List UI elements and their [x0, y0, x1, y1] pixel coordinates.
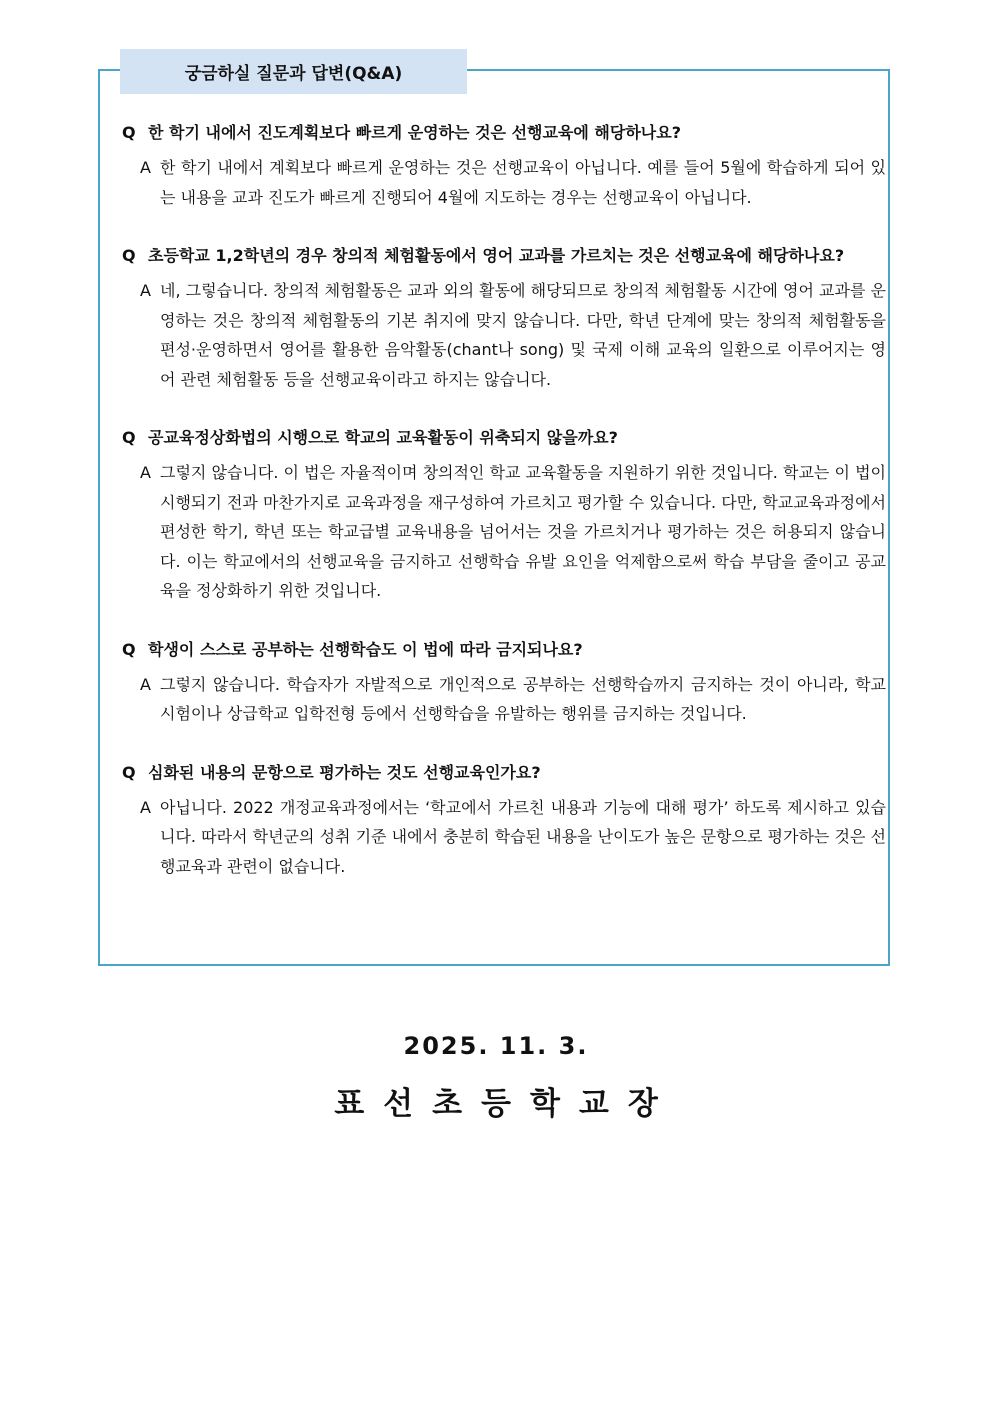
answer: [122, 793, 886, 882]
answer: [122, 458, 886, 606]
answer-mark: A: [140, 463, 151, 482]
qa-item: [122, 758, 886, 882]
question-mark: Q: [122, 639, 136, 659]
question-mark: Q: [122, 246, 136, 265]
answer-mark: A: [140, 674, 151, 694]
document-date: 2025. 11. 3.: [403, 1032, 589, 1060]
question: [122, 241, 886, 270]
question: [122, 635, 886, 664]
answer-text: 그렇지 않습니다. 이 법은 자율적이며 창의적인 학교 교육활동을 지원하기 위한 것입니다. 학교는 이 법이 시행되기 전과 마찬가지로 교육과정을 재구성하여 가르치고 평가할 수 있습니다. 다만, 학교교육과정에서 편성한 학기, 학년 또는 학교급별 교육내용을 넘어서는 것을 가르치거나 평가하는 것은 허용되지 않습니다. 이는 학교에서의 선행교육을 금지하고 선행학습 유발 요인을 억제함으로써 학습 부담을 줄이고 공교육을 정상화하기 위한 것입니다.: [160, 463, 886, 600]
answer-mark: A: [140, 281, 151, 300]
answer: [122, 670, 886, 729]
question-text: 공교육정상화법의 시행으로 학교의 교육활동이 위축되지 않을까요?: [148, 428, 618, 447]
question-text: 초등학교 1,2학년의 경우 창의적 체험활동에서 영어 교과를 가르치는 것은 선행교육에 해당하나요?: [148, 246, 845, 265]
answer-text: 그렇지 않습니다. 학습자가 자발적으로 개인적으로 공부하는 선행학습까지 금지하는 것이 아니라, 학교 시험이나 상급학교 입학전형 등에서 선행학습을 유발하는 행위를 금지하는 것입니다.: [160, 674, 886, 723]
answer: [122, 276, 886, 394]
signer-title: 표선초등학교장: [334, 1086, 677, 1122]
question: [122, 423, 886, 452]
qa-item: [122, 423, 886, 606]
qa-list: [122, 118, 886, 881]
question-text: 한 학기 내에서 진도계획보다 빠르게 운영하는 것은 선행교육에 해당하나요?: [148, 123, 681, 142]
question: [122, 118, 886, 147]
question-mark: Q: [122, 428, 136, 447]
question-mark: Q: [122, 123, 136, 142]
answer-text: 아닙니다. 2022 개정교육과정에서는 ‘학교에서 가르친 내용과 기능에 대해 평가’ 하도록 제시하고 있습니다. 따라서 학년군의 성취 기준 내에서 충분히 학습된 내용을 난이도가 높은 문항으로 평가하는 것은 선행교육과 관련이 없습니다.: [160, 797, 886, 876]
answer-text: 네, 그렇습니다. 창의적 체험활동은 교과 외의 활동에 해당되므로 창의적 체험활동 시간에 영어 교과를 운영하는 것은 창의적 체험활동의 기본 취지에 맞지 않습니다. 다만, 학년 단계에 맞는 창의적 체험활동을 편성·운영하면서 영어를 활용한 음악활동(chant나 song) 및 국제 이해 교육의 일환으로 이루어지는 영어 관련 체험활동 등을 선행교육이라고 하지는 않습니다.: [160, 281, 886, 389]
answer-mark: A: [140, 797, 151, 817]
qa-section-title: 궁금하실 질문과 답변(Q&A): [120, 49, 467, 94]
question: [122, 758, 886, 787]
answer: [122, 153, 886, 212]
answer-text: 한 학기 내에서 계획보다 빠르게 운영하는 것은 선행교육이 아닙니다. 예를 들어 5월에 학습하게 되어 있는 내용을 교과 진도가 빠르게 진행되어 4월에 지도하는 경우는 선행교육이 아닙니다.: [160, 158, 886, 207]
question-text: 학생이 스스로 공부하는 선행학습도 이 법에 따라 금지되나요?: [148, 639, 583, 659]
question-text: 심화된 내용의 문항으로 평가하는 것도 선행교육인가요?: [148, 762, 541, 782]
qa-item: [122, 118, 886, 212]
answer-mark: A: [140, 158, 151, 177]
qa-item: [122, 635, 886, 729]
question-mark: Q: [122, 762, 136, 782]
qa-item: [122, 241, 886, 394]
